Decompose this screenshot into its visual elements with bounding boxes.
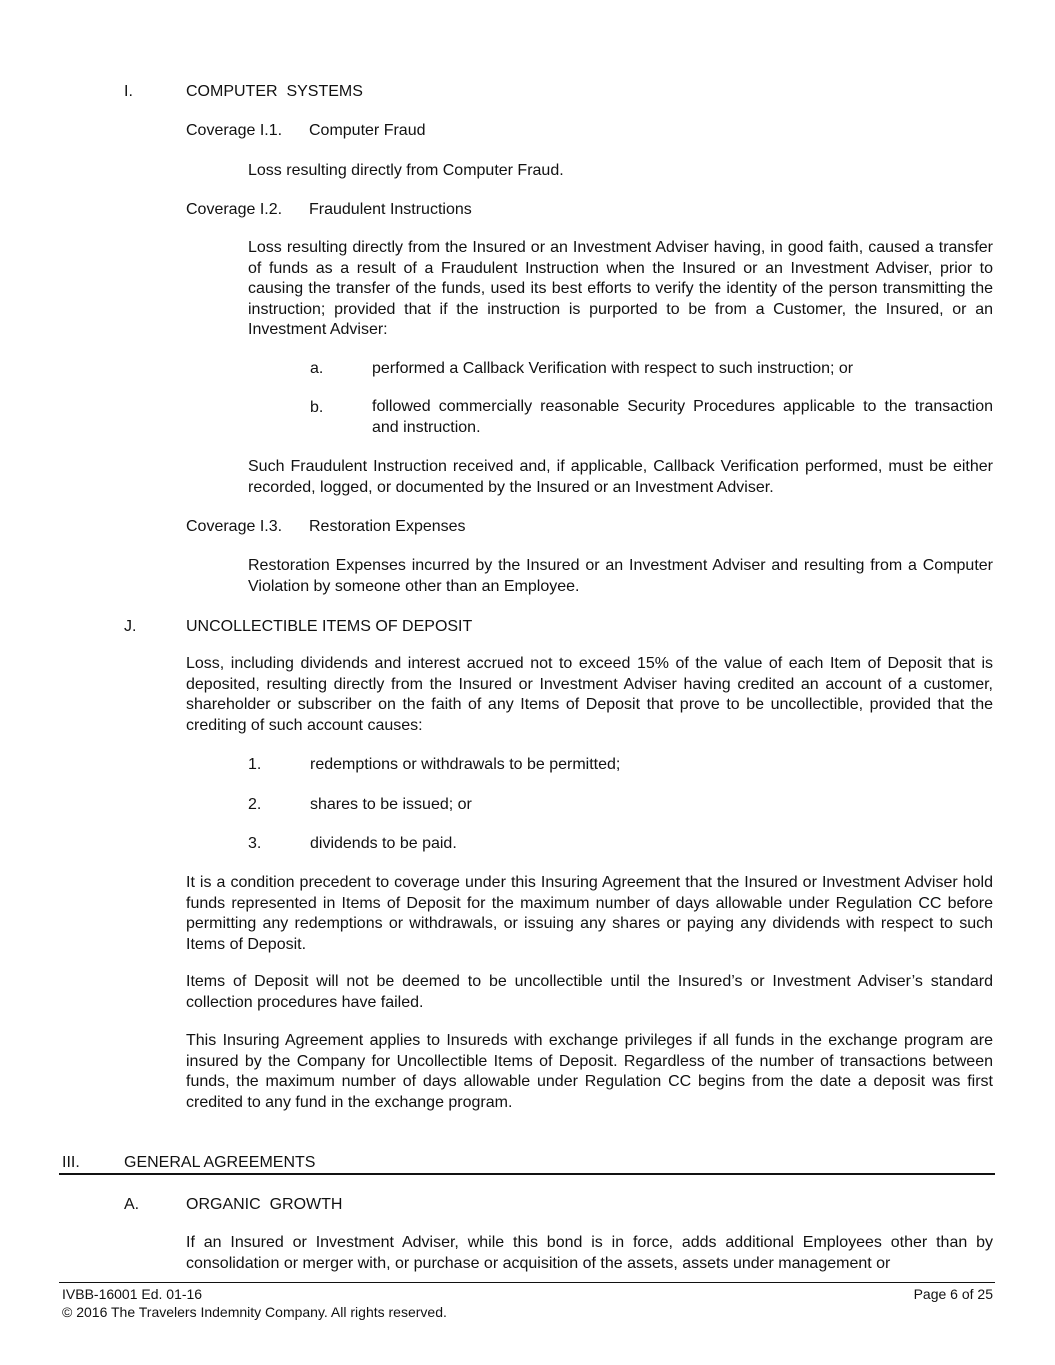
footer-divider	[59, 1282, 995, 1283]
list-item-marker: 1.	[248, 756, 262, 773]
list-item-text: performed a Callback Verification with respect to such instruction; or	[372, 360, 854, 377]
section-iii-title: GENERAL AGREEMENTS	[124, 1154, 316, 1171]
section-divider	[59, 1173, 995, 1175]
section-i-number: I.	[124, 83, 133, 100]
list-item-marker: 2.	[248, 796, 262, 813]
list-item-marker: 3.	[248, 835, 262, 852]
coverage-i3-text: Restoration Expenses incurred by the Insured or an Investment Adviser and resulting from a Computer Violation by someone other than an Employee.	[248, 557, 993, 595]
footer-copyright: © 2016 The Travelers Indemnity Company. All rights reserved.	[62, 1304, 447, 1320]
section-j-title: UNCOLLECTIBLE ITEMS OF DEPOSIT	[186, 618, 473, 635]
list-item-text: redemptions or withdrawals to be permitted;	[310, 756, 621, 773]
footer-page-number: Page 6 of 25	[913, 1286, 993, 1302]
list-item-text: shares to be issued; or	[310, 796, 472, 813]
coverage-i1-title: Computer Fraud	[309, 122, 426, 139]
section-j-paragraph-2: Items of Deposit will not be deemed to be uncollectible until the Insured’s or Investment Adviser’s standard collection procedures have failed.	[186, 973, 993, 1011]
subsection-a-number: A.	[124, 1196, 140, 1213]
coverage-i2-label: Coverage I.2.	[186, 201, 283, 218]
section-j-intro: Loss, including dividends and interest accrued not to exceed 15% of the value of each Item of Deposit that is deposited, resulting directly from the Insured or Investment Adviser having credited an account of a customer, shareholder or subscriber on the faith of any Items of Deposit that prove to be uncollectible, provided that the crediting of such account causes:	[186, 655, 993, 734]
coverage-i1-text: Loss resulting directly from Computer Fraud.	[248, 162, 564, 179]
subsection-a-title: ORGANIC GROWTH	[186, 1196, 343, 1213]
section-j-paragraph-3: This Insuring Agreement applies to Insureds with exchange privileges if all funds in the exchange program are insured by the Company for Uncollectible Items of Deposit. Regardless of the number of transactions between funds, the maximum number of days allowable under Regulation CC begins from the date a deposit was first credited to any fund in the exchange program.	[186, 1032, 993, 1111]
footer-form-id: IVBB-16001 Ed. 01-16	[62, 1286, 203, 1302]
list-item-marker: a.	[310, 360, 324, 377]
section-j-paragraph-1: It is a condition precedent to coverage under this Insuring Agreement that the Insured or Investment Adviser hold funds represented in Items of Deposit for the maximum number of days allowable under Regulation CC before permitting any redemptions or withdrawals, or issuing any shares or paying any dividends with respect to such Items of Deposit.	[186, 874, 993, 953]
coverage-i2-after-text: Such Fraudulent Instruction received and, if applicable, Callback Verification performed, must be either recorded, logged, or documented by the Insured or an Investment Adviser.	[248, 458, 993, 496]
coverage-i3-title: Restoration Expenses	[309, 518, 466, 535]
coverage-i3-label: Coverage I.3.	[186, 518, 283, 535]
coverage-i2-title: Fraudulent Instructions	[309, 201, 472, 218]
section-iii-number: III.	[62, 1154, 80, 1171]
subsection-a-text: If an Insured or Investment Adviser, while this bond is in force, adds additional Employees other than by consolidation or merger with, or purchase or acquisition of the assets, assets under management or	[186, 1234, 993, 1272]
list-item-text: followed commercially reasonable Security Procedures applicable to the transaction and instruction.	[372, 398, 993, 436]
section-i-title: COMPUTER SYSTEMS	[186, 83, 363, 100]
section-j-number: J.	[124, 618, 137, 635]
list-item-marker: b.	[310, 399, 324, 416]
list-item-text: dividends to be paid.	[310, 835, 457, 852]
coverage-i2-text: Loss resulting directly from the Insured or an Investment Adviser having, in good faith, caused a transfer of funds as a result of a Fraudulent Instruction when the Insured or an Investment Adviser, prior to causing the transfer of the funds, used its best efforts to verify the identity of the person transmitting the instruction; provided that if the instruction is purported to be from a Customer, the Insured, or an Investment Adviser:	[248, 239, 993, 339]
coverage-i1-label: Coverage I.1.	[186, 122, 283, 139]
